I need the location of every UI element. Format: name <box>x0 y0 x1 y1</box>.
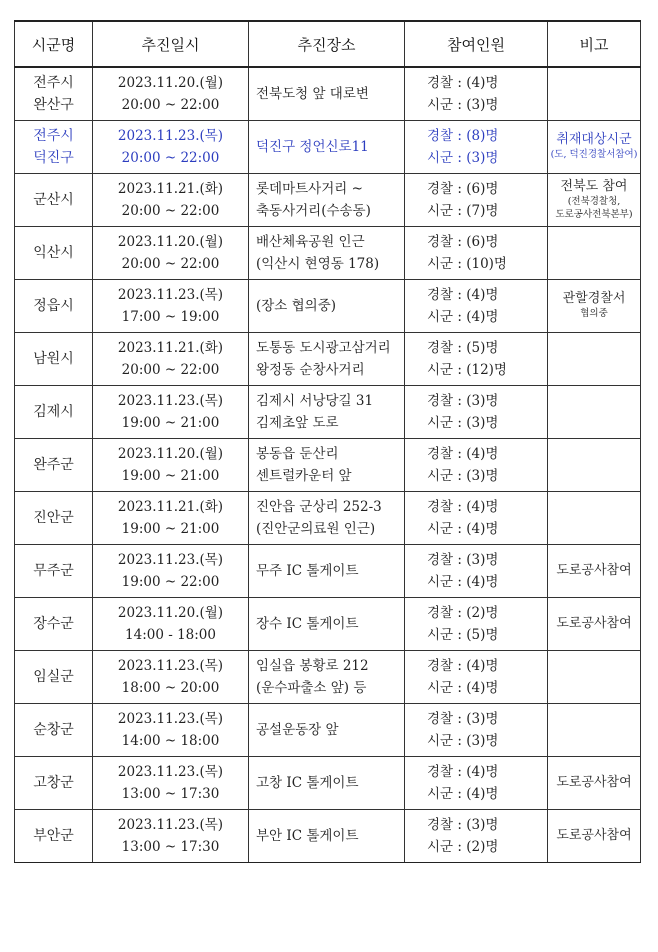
table-row <box>15 173 641 226</box>
datetime-cell <box>93 491 249 544</box>
note-cell <box>548 385 641 438</box>
date-text: 2023.11.20.(월) <box>117 233 224 250</box>
datetime-cell <box>93 703 249 756</box>
location-cell <box>249 809 405 862</box>
date-text: 2023.11.23.(목) <box>117 127 224 144</box>
date-text: 2023.11.21.(화) <box>117 498 224 515</box>
note-cell <box>548 544 641 597</box>
date-text: 2023.11.23.(목) <box>117 286 224 303</box>
police-count: 경찰 : (4)명 <box>427 286 499 303</box>
region-cell <box>15 332 93 385</box>
county-count: 시군 : (7)명 <box>427 202 499 219</box>
location-line-2: (진안군의료원 인근) <box>256 520 376 537</box>
location-cell <box>249 597 405 650</box>
participants-cell <box>405 544 548 597</box>
note-cell <box>548 226 641 279</box>
date-text: 2023.11.20.(월) <box>117 445 224 462</box>
location-line-1: 부안 IC 톨게이트 <box>256 827 359 844</box>
table-row <box>15 67 641 120</box>
time-range-text: 20:00 ~ 22:00 <box>121 255 220 272</box>
datetime-cell <box>93 173 249 226</box>
header-note: 비고 <box>548 21 641 67</box>
note-cell <box>548 67 641 120</box>
note-cell <box>548 120 641 173</box>
location-cell <box>249 650 405 703</box>
time-range-text: 19:00 ~ 21:00 <box>121 467 220 484</box>
note-line-2: (도, 덕진경찰서참여) <box>550 149 638 160</box>
region-cell <box>15 67 93 120</box>
note-cell <box>548 279 641 332</box>
police-count: 경찰 : (4)명 <box>427 763 499 780</box>
note-cell <box>548 491 641 544</box>
location-cell <box>249 385 405 438</box>
location-cell <box>249 756 405 809</box>
location-line-2: 축동사거리(수송동) <box>256 202 371 219</box>
table-row <box>15 544 641 597</box>
location-line-1: 임실읍 봉황로 212 <box>256 657 369 674</box>
datetime-cell <box>93 544 249 597</box>
region-cell <box>15 544 93 597</box>
region-name: 진안군 <box>33 509 74 526</box>
table-header-row <box>15 21 641 67</box>
police-count: 경찰 : (4)명 <box>427 498 499 515</box>
location-line-1: 도통동 도시광고삼거리 <box>256 339 391 356</box>
police-count: 경찰 : (3)명 <box>427 816 499 833</box>
date-text: 2023.11.23.(목) <box>117 392 224 409</box>
note-line-1: 도로공사참여 <box>556 827 632 843</box>
participants-cell <box>405 650 548 703</box>
police-count: 경찰 : (2)명 <box>427 604 499 621</box>
participants-cell <box>405 809 548 862</box>
date-text: 2023.11.21.(화) <box>117 180 224 197</box>
note-cell <box>548 756 641 809</box>
region-cell <box>15 491 93 544</box>
note-cell <box>548 332 641 385</box>
date-text: 2023.11.23.(목) <box>117 551 224 568</box>
location-line-2: 센트럴카운터 앞 <box>256 467 352 484</box>
note-line-2: 협의중 <box>580 308 608 319</box>
location-line-2: (운수파출소 앞) 등 <box>256 679 367 696</box>
time-range-text: 13:00 ~ 17:30 <box>121 838 220 855</box>
location-line-1: 장수 IC 톨게이트 <box>256 615 359 632</box>
location-cell <box>249 332 405 385</box>
datetime-cell <box>93 385 249 438</box>
county-count: 시군 : (2)명 <box>427 838 499 855</box>
location-cell <box>249 279 405 332</box>
region-cell <box>15 279 93 332</box>
date-text: 2023.11.23.(목) <box>117 657 224 674</box>
participants-cell <box>405 756 548 809</box>
note-line-1: 도로공사참여 <box>556 774 632 790</box>
region-cell <box>15 120 93 173</box>
location-cell <box>249 438 405 491</box>
region-name: 임실군 <box>33 668 74 685</box>
table-row <box>15 385 641 438</box>
location-line-1: 덕진구 정언신로11 <box>256 138 369 155</box>
county-count: 시군 : (3)명 <box>427 467 499 484</box>
participants-cell <box>405 173 548 226</box>
participants-cell <box>405 279 548 332</box>
county-count: 시군 : (4)명 <box>427 308 499 325</box>
datetime-cell <box>93 226 249 279</box>
table-row <box>15 226 641 279</box>
time-range-text: 17:00 ~ 19:00 <box>121 308 220 325</box>
participants-cell <box>405 703 548 756</box>
police-count: 경찰 : (3)명 <box>427 710 499 727</box>
date-text: 2023.11.23.(목) <box>117 710 224 727</box>
time-range-text: 14:00 - 18:00 <box>125 626 216 643</box>
police-count: 경찰 : (4)명 <box>427 657 499 674</box>
note-cell <box>548 703 641 756</box>
location-cell <box>249 703 405 756</box>
datetime-cell <box>93 279 249 332</box>
header-region: 시군명 <box>15 21 93 67</box>
note-line-1: 취재대상시군 <box>556 132 632 147</box>
region-name: 고창군 <box>33 774 74 791</box>
region-name: 무주군 <box>33 562 74 579</box>
table-row <box>15 756 641 809</box>
location-cell <box>249 226 405 279</box>
note-line-1: 도로공사참여 <box>556 562 632 578</box>
table-row <box>15 332 641 385</box>
region-name: 남원시 <box>33 350 74 367</box>
region-cell <box>15 756 93 809</box>
region-name: 익산시 <box>33 244 74 261</box>
note-cell <box>548 438 641 491</box>
region-name: 장수군 <box>33 615 74 632</box>
county-count: 시군 : (4)명 <box>427 785 499 802</box>
header-datetime: 추진일시 <box>93 21 249 67</box>
location-line-1: 롯데마트사거리 ~ <box>256 180 363 197</box>
county-count: 시군 : (4)명 <box>427 679 499 696</box>
region-cell <box>15 385 93 438</box>
location-cell <box>249 544 405 597</box>
participants-cell <box>405 491 548 544</box>
header-location: 추진장소 <box>249 21 405 67</box>
location-line-1: 고창 IC 톨게이트 <box>256 774 359 791</box>
police-count: 경찰 : (6)명 <box>427 180 499 197</box>
police-count: 경찰 : (5)명 <box>427 339 499 356</box>
datetime-cell <box>93 597 249 650</box>
time-range-text: 18:00 ~ 20:00 <box>121 679 220 696</box>
region-subname: 완산구 <box>33 96 74 113</box>
time-range-text: 19:00 ~ 22:00 <box>121 573 220 590</box>
date-text: 2023.11.23.(목) <box>117 816 224 833</box>
location-line-2: (익산시 현영동 178) <box>256 255 380 272</box>
county-count: 시군 : (12)명 <box>427 361 507 378</box>
location-line-1: 진안읍 군상리 252-3 <box>256 498 382 515</box>
region-name: 완주군 <box>33 456 74 473</box>
location-line-1: 김제시 서낭당길 31 <box>256 392 374 409</box>
county-count: 시군 : (10)명 <box>427 255 507 272</box>
table-row <box>15 809 641 862</box>
county-count: 시군 : (3)명 <box>427 414 499 431</box>
table-row <box>15 491 641 544</box>
table-row <box>15 120 641 173</box>
time-range-text: 19:00 ~ 21:00 <box>121 414 220 431</box>
time-range-text: 20:00 ~ 22:00 <box>121 361 220 378</box>
participants-cell <box>405 226 548 279</box>
note-cell <box>548 597 641 650</box>
police-count: 경찰 : (4)명 <box>427 74 499 91</box>
region-cell <box>15 597 93 650</box>
note-cell <box>548 173 641 226</box>
note-cell <box>548 809 641 862</box>
time-range-text: 20:00 ~ 22:00 <box>121 96 220 113</box>
table-row <box>15 703 641 756</box>
datetime-cell <box>93 650 249 703</box>
participants-cell <box>405 67 548 120</box>
region-cell <box>15 173 93 226</box>
participants-cell <box>405 385 548 438</box>
datetime-cell <box>93 120 249 173</box>
crackdown-schedule-table <box>14 20 641 863</box>
police-count: 경찰 : (8)명 <box>427 127 499 144</box>
region-name: 김제시 <box>33 403 74 420</box>
note-line-2: (전북경찰청, <box>567 195 621 207</box>
location-line-1: 공설운동장 앞 <box>256 721 339 738</box>
county-count: 시군 : (3)명 <box>427 96 499 113</box>
location-cell <box>249 173 405 226</box>
police-count: 경찰 : (4)명 <box>427 445 499 462</box>
police-count: 경찰 : (3)명 <box>427 551 499 568</box>
location-line-1: (장소 협의중) <box>256 297 337 314</box>
region-cell <box>15 809 93 862</box>
county-count: 시군 : (4)명 <box>427 573 499 590</box>
note-line-1: 전북도 참여 <box>560 178 628 194</box>
datetime-cell <box>93 438 249 491</box>
participants-cell <box>405 597 548 650</box>
datetime-cell <box>93 809 249 862</box>
region-name: 순창군 <box>33 721 74 738</box>
location-line-1: 배산체육공원 인근 <box>256 233 365 250</box>
region-name: 정읍시 <box>33 297 74 314</box>
datetime-cell <box>93 332 249 385</box>
region-name: 전주시 <box>33 74 74 91</box>
note-cell <box>548 650 641 703</box>
table-row <box>15 438 641 491</box>
participants-cell <box>405 438 548 491</box>
region-cell <box>15 650 93 703</box>
location-line-2: 김제초앞 도로 <box>256 414 339 431</box>
date-text: 2023.11.20.(월) <box>117 604 224 621</box>
note-line-1: 관할경찰서 <box>562 291 626 306</box>
region-cell <box>15 226 93 279</box>
region-cell <box>15 438 93 491</box>
region-subname: 덕진구 <box>33 149 74 166</box>
time-range-text: 14:00 ~ 18:00 <box>121 732 220 749</box>
region-name: 군산시 <box>33 191 74 208</box>
note-line-3: 도로공사전북본부) <box>555 208 633 220</box>
location-cell <box>249 120 405 173</box>
time-range-text: 20:00 ~ 22:00 <box>121 202 220 219</box>
region-name: 전주시 <box>33 127 74 144</box>
participants-cell <box>405 120 548 173</box>
location-cell <box>249 491 405 544</box>
datetime-cell <box>93 67 249 120</box>
note-line-1: 도로공사참여 <box>556 615 632 631</box>
table-row <box>15 650 641 703</box>
region-cell <box>15 703 93 756</box>
county-count: 시군 : (4)명 <box>427 520 499 537</box>
county-count: 시군 : (3)명 <box>427 732 499 749</box>
region-name: 부안군 <box>33 827 74 844</box>
table-row <box>15 279 641 332</box>
header-participants: 참여인원 <box>405 21 548 67</box>
date-text: 2023.11.23.(목) <box>117 763 224 780</box>
time-range-text: 13:00 ~ 17:30 <box>121 785 220 802</box>
table-row <box>15 597 641 650</box>
participants-cell <box>405 332 548 385</box>
police-count: 경찰 : (3)명 <box>427 392 499 409</box>
date-text: 2023.11.21.(화) <box>117 339 224 356</box>
county-count: 시군 : (5)명 <box>427 626 499 643</box>
time-range-text: 19:00 ~ 21:00 <box>121 520 220 537</box>
location-line-2: 왕정동 순창사거리 <box>256 361 365 378</box>
location-line-1: 봉동읍 둔산리 <box>256 445 339 462</box>
location-line-1: 무주 IC 톨게이트 <box>256 562 359 579</box>
location-line-1: 전북도청 앞 대로변 <box>256 85 369 102</box>
location-cell <box>249 67 405 120</box>
date-text: 2023.11.20.(월) <box>117 74 224 91</box>
table-body <box>15 67 641 862</box>
police-count: 경찰 : (6)명 <box>427 233 499 250</box>
datetime-cell <box>93 756 249 809</box>
time-range-text: 20:00 ~ 22:00 <box>121 149 220 166</box>
county-count: 시군 : (3)명 <box>427 149 499 166</box>
